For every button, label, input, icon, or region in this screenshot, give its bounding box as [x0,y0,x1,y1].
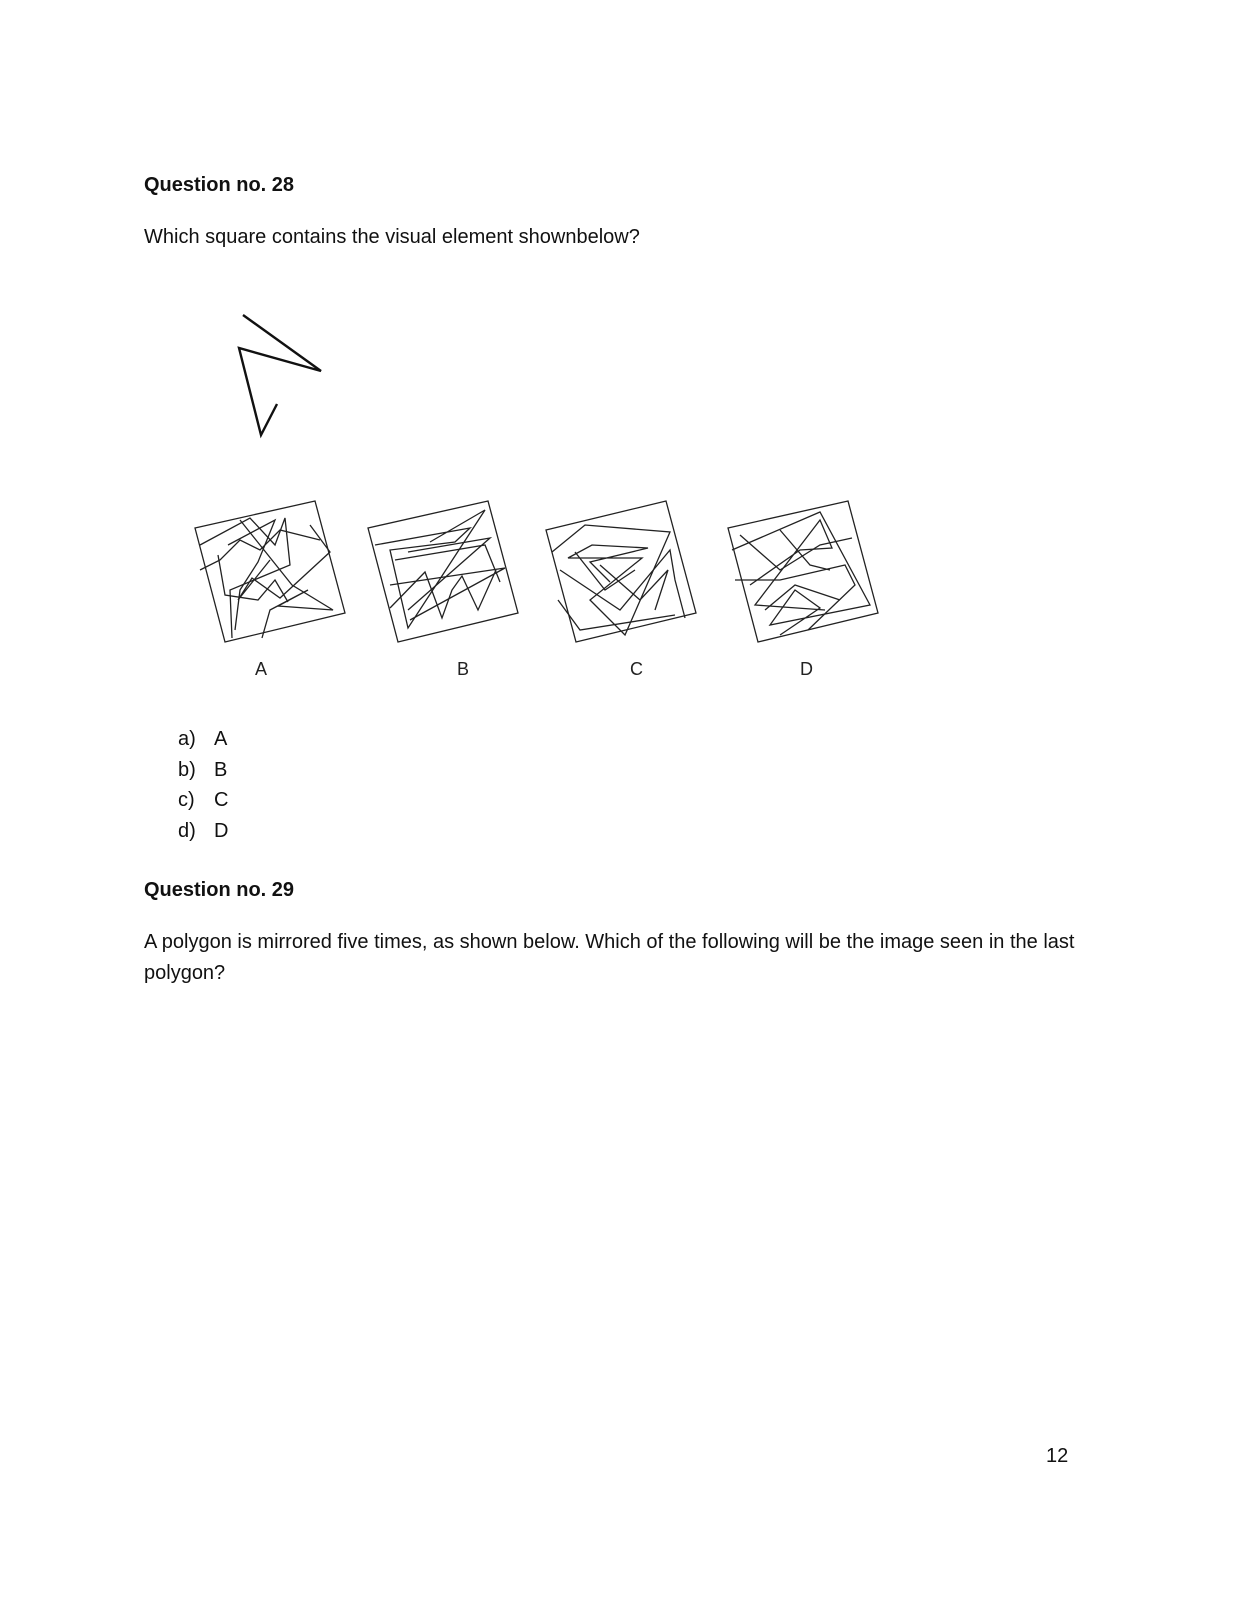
answer-letter: a) [178,728,196,750]
question-29-text: A polygon is mirrored five times, as shown below. Which of the following will be the image seen in the last polygon? [144,931,1075,984]
answer-option-c[interactable] [178,785,228,816]
answer-letter: c) [178,789,195,811]
figure-label-c: C [630,659,643,679]
target-shape-figure [225,300,335,450]
answer-option-d[interactable] [178,816,228,847]
option-square-d [728,501,878,642]
answer-options [178,724,228,846]
target-shape [239,315,321,435]
figure-label-d: D [800,659,813,679]
answer-value: B [214,758,228,781]
page-number: 12 [1046,1445,1069,1467]
option-squares-figure [180,490,900,690]
answer-value: C [214,789,229,811]
option-square-b [368,501,518,642]
option-square-a [195,501,345,642]
option-square-c [546,501,696,642]
answer-option-b[interactable] [178,755,228,786]
question-28-title: Question no. 28 [144,174,295,196]
answer-letter: b) [178,758,196,781]
question-29-title: Question no. 29 [144,879,295,901]
answer-value: A [214,728,228,750]
figure-label-a: A [255,659,268,679]
answer-letter: d) [178,819,196,842]
answer-value: D [214,819,229,842]
answer-option-a[interactable] [178,724,228,755]
figure-label-b: B [457,659,470,679]
question-28-text: Which square contains the visual element shownbelow? [144,226,640,248]
